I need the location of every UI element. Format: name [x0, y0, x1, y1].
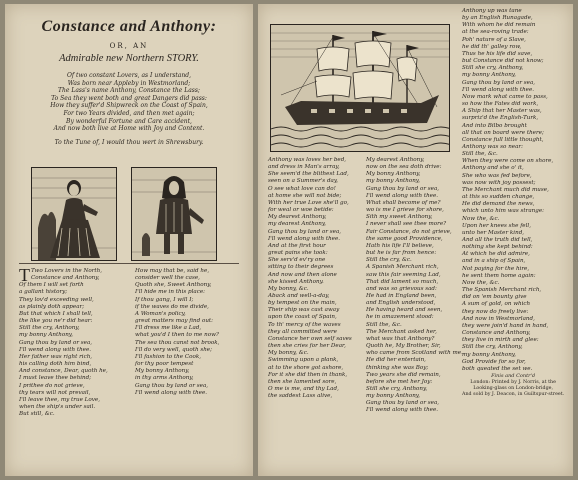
verse-line: Their ship was cast away	[268, 307, 340, 314]
verse-line: at home she will not bide;	[268, 192, 342, 199]
verse-line: I'll wend along with thee.	[366, 407, 439, 414]
verse-line: in thy arms Anthony,	[135, 375, 194, 382]
desc-line: Was born near Appleby in Westmorland;	[67, 79, 191, 87]
desc-line: By wonderful Fortune and Care accident,	[66, 117, 192, 125]
woman-figure-icon	[32, 168, 116, 260]
verse-line: by an English Runagade,	[462, 15, 533, 22]
verse-line: And at the first hour	[268, 242, 326, 249]
verse-line: But still, &c.	[19, 411, 55, 418]
verse-line: Hath his life I'll believe,	[366, 242, 434, 249]
verse-line: Quoth she, Sweet Anthony,	[135, 282, 212, 289]
verse-line: A Spanish Merchant rich,	[366, 264, 439, 271]
ballad-title: Constance and Anthony:	[41, 18, 217, 35]
verse-line: which unto him was strange:	[462, 208, 545, 215]
verse-line: but he is far from hence:	[366, 250, 437, 257]
desc-line: And now both live at Home with Joy and Content.	[53, 125, 205, 133]
verse-line: Still the cry, Anthony,	[19, 325, 80, 332]
verse-line: the saddest Lass alive,	[268, 393, 333, 400]
verse-line: Quoth he, My Brother, Sir,	[366, 343, 441, 350]
verse-line: my dearest Anthony,	[268, 221, 327, 228]
verse-line: My bonny, &c.	[268, 350, 309, 357]
verse-line: For it she did then in thank,	[268, 371, 348, 378]
verse-line: a gallant history;	[19, 289, 68, 296]
verse-line: A Ship that her Master was,	[462, 108, 542, 115]
verse-line: Still she cry, Anthony,	[462, 65, 524, 72]
desc-line: To Sea they went both and great Dangers did pass:	[51, 94, 207, 102]
verse-line: when the ship's under sail.	[19, 403, 96, 410]
verse-line: consider well the case,	[135, 275, 200, 282]
left-page	[5, 4, 253, 476]
verse-line: Anthony was loves her bed,	[268, 157, 347, 163]
verse-line: nothing she kept behind:	[462, 244, 533, 251]
verse-line: and was so grievous sad:	[366, 285, 437, 292]
verse-line: O see what love can do!	[268, 185, 336, 192]
verse-line: I prithee do not grieve,	[19, 382, 85, 389]
verse-line: Gang thou by land or sea,	[268, 228, 342, 235]
verse-line: great pains she took:	[268, 250, 328, 257]
imprint-line: London: Printed by J. Norris, at the	[470, 380, 556, 386]
verse-line: by tempest on the main,	[268, 300, 337, 307]
verse-line: my bonny Anthony,	[366, 178, 420, 185]
verse-line: Anthony up was tane	[462, 8, 522, 14]
verse-line: And now in Westmorland,	[462, 315, 535, 322]
verse-line: thinking she was Boy;	[366, 364, 429, 371]
verse-line: surpriz'd the English-Turk,	[462, 115, 539, 122]
verse-line: He having heard and seen,	[366, 307, 443, 314]
verse-line: I'll leave thee, my true Love,	[19, 396, 101, 403]
verse-column-2	[135, 268, 219, 397]
verse-line: all that on board were there;	[462, 129, 544, 136]
verse-line: Still the cry, &c.	[366, 257, 412, 264]
verse-line: I must leave thee behind;	[19, 375, 92, 382]
woodcut-illustrations	[31, 167, 231, 259]
verse-line: Gang thou by land or sea,	[366, 400, 440, 407]
verse-line: they all committed were	[268, 328, 337, 335]
verse-line: the same good Providence,	[366, 235, 443, 242]
verse-line: Her father was right rich,	[19, 353, 93, 360]
verse-line: Now the, &c.	[462, 279, 500, 286]
verse-line: Swimming upon a plank,	[268, 357, 339, 364]
desc-line: How they suffer'd Shipwreck on the Coast of Spain,	[50, 102, 208, 110]
verse-line: And now and then alone	[268, 271, 337, 278]
verse-line: T Two Lovers in the North,	[19, 265, 103, 285]
verse-line: Anthony was so near:	[462, 143, 523, 150]
verse-line: and dress in Man's array,	[268, 164, 340, 171]
verse-line: Now mark what came to pass,	[462, 93, 548, 100]
verse-line: They lov'd exceeding well,	[19, 296, 94, 303]
verse-line: then she lamented sore,	[268, 378, 337, 385]
verse-line: To th' mercy of the waves	[268, 321, 341, 328]
verse-line: Gang thou by land or sea,	[462, 79, 536, 86]
verse-line: Upon her knees she fell,	[462, 222, 531, 229]
verse-line: He had in England been,	[366, 292, 437, 299]
imprint-line: And sold by J. Deacon, in Guiltspur-street.	[462, 392, 565, 398]
verse-line: Aback and well-a-day,	[268, 292, 330, 299]
verse-line: and English understood,	[366, 300, 436, 307]
verse-line: she kissed Anthony.	[268, 278, 324, 285]
verse-line: thy tears will not prevail,	[19, 389, 91, 396]
drop-cap: T	[19, 265, 30, 285]
verse-line: so how the Fates did work,	[462, 101, 539, 108]
verse-line: The Merchant asked her,	[366, 328, 437, 335]
verse-line: Constance and Anthony,	[31, 275, 100, 282]
verse-line: I'll wend along with thee.	[135, 389, 208, 396]
verse-line: The Spanish Merchant rich,	[462, 287, 542, 294]
verse-line: He did her entertain,	[366, 357, 426, 364]
verse-line: they were join'd hand in hand,	[462, 322, 549, 329]
verse-column-3	[268, 157, 352, 400]
verse-line: Gang thou by land or sea,	[19, 339, 93, 346]
verse-line: Sith my sweet Anthony,	[366, 214, 433, 221]
verse-line: as plainly doth appear;	[19, 303, 85, 310]
verse-line: Anthony and she o' it,	[462, 165, 524, 172]
verse-line: I never shall see thee more?	[366, 221, 447, 228]
desc-line: For two Years divided, and then met again;	[63, 109, 195, 117]
verse-line: both queated the set we.	[462, 365, 533, 372]
verse-line: what you'd I then to me now?	[135, 332, 219, 339]
verse-line: My dearest Anthony,	[366, 157, 425, 163]
verse-line: did on 'em bounty give	[462, 294, 527, 301]
verse-line: saw this fair seeming Lad,	[366, 271, 441, 278]
verse-line: I'll dress me like a Lad,	[135, 325, 202, 332]
woodcut-man	[131, 167, 217, 261]
ship-icon	[271, 25, 449, 151]
verse-line: The sea thou canst not brook,	[135, 339, 220, 346]
verse-line: I'll wend along with thee.	[462, 86, 535, 93]
verse-line: and in a ship of Spain,	[462, 258, 526, 265]
verse-line: at this so sudden change,	[462, 194, 535, 201]
verse-line: if the waves do me divide,	[135, 303, 209, 310]
verse-line: Poh' nature of a Slave,	[462, 36, 526, 43]
desc-line: The Lass's name Anthony, Constance the Lass;	[58, 87, 200, 95]
verse-line: When they were come on shore,	[462, 158, 554, 165]
verse-line: A sum of gold, on which	[462, 301, 531, 308]
woodcut-woman	[31, 167, 117, 261]
verse-line: his calling doth him bind,	[19, 361, 92, 368]
verse-line: She who was fed before,	[462, 172, 532, 179]
verse-line: At which he did admire,	[462, 251, 530, 258]
right-page	[258, 4, 573, 476]
verse-line: I'll wend along with thee.	[366, 192, 439, 199]
verse-line: What shall become of me?	[366, 199, 441, 206]
verse-line: Fair Constance, do not grieve,	[366, 228, 452, 235]
verse-line: great matters may find out:	[135, 318, 214, 325]
verse-line: for weal or woe betide:	[268, 207, 334, 214]
verse-line: A Woman's policy,	[135, 310, 186, 317]
verse-line: My bonny Anthony,	[135, 368, 190, 375]
verse-line: If thou gang, I will I;	[135, 296, 194, 303]
verse-line: Still she cry, Anthony,	[366, 386, 428, 392]
verse-line: my bonny Anthony,	[19, 332, 73, 339]
tune-line: To the Tune of, I would thou wert in Shrewsbury.	[54, 138, 204, 146]
verse-line: He did demand the news,	[462, 201, 535, 208]
verse-line: they live in mirth and glee:	[462, 337, 539, 344]
verse-column-4	[366, 157, 463, 415]
verse-line: She serv'd ev'ry one	[268, 257, 326, 264]
verse-line: upon the coast of Spain,	[268, 314, 337, 321]
verse-line: Constance her own self saves	[268, 335, 352, 342]
verse-line: he sent them home again:	[462, 272, 536, 279]
verse-line: And into Bilbo brought	[462, 122, 527, 129]
imprint-line: Looking-glass on London-bridge,	[473, 386, 554, 392]
verse-line: my bonny Anthony,	[366, 393, 420, 400]
verse-column-1	[19, 265, 108, 418]
verse-line: he in amazement stood:	[366, 314, 434, 321]
verse-line: And all the truth did tell,	[462, 237, 533, 243]
verse-line: before she met her Joy:	[366, 378, 433, 385]
verse-line: Gang thou by land or sea,	[135, 382, 209, 389]
verse-line: now on the sea doth drive:	[366, 164, 442, 171]
verse-line: Now the, &c.	[462, 215, 500, 222]
verse-line: unto her Master kind,	[462, 229, 525, 236]
verse-line: That did lament so much,	[366, 278, 439, 285]
woodcut-ship	[270, 24, 450, 152]
verse-line: for thy poor tempest	[135, 361, 194, 368]
verse-line: at the sea-roving trade:	[462, 29, 529, 36]
verse-line: Gang thou by land or sea,	[366, 185, 440, 192]
verse-line: wo is me I grieve for shore,	[366, 207, 444, 214]
verse-line: But that which I shall tell,	[19, 310, 93, 317]
verse-line: She seem'd the blithest Lad,	[268, 171, 349, 178]
verse-column-5	[462, 8, 564, 398]
verse-line: the like you ne'r did hear:	[19, 318, 93, 325]
verse-line: And constance, Dear, quoth he,	[19, 368, 108, 375]
finis-line: Finis and Contr'd	[491, 372, 536, 379]
verse-line: I'll wend along with thee.	[268, 235, 341, 242]
ballad-subtitle: Admirable new Northern STORY.	[59, 53, 199, 64]
verse-line: I'll fashion to the Cook,	[135, 353, 202, 360]
verse-line: he did th' galley row,	[462, 43, 522, 50]
verse-line: seen on a Summer's day,	[268, 178, 339, 185]
verse-line: Two years she did remain,	[366, 371, 441, 378]
verse-line: I'll do very well, quoth she;	[135, 346, 212, 353]
verse-line: The Merchant much did muse,	[462, 186, 549, 193]
verse-line: they now do freely live:	[462, 308, 529, 315]
verse-line: Still the, &c.	[366, 321, 402, 328]
verse-line: my bonny Anthony,	[462, 351, 516, 358]
verse-line: O me is me, and thy Lad,	[268, 386, 339, 392]
verse-line: then she cries for her Dear,	[268, 343, 346, 350]
verse-line: my bonny Anthony,	[462, 72, 516, 79]
verse-line: I'll hide me in this place:	[135, 289, 206, 296]
verse-line: sitting to their degrees	[268, 264, 334, 271]
verse-line: Not paying for the hire,	[462, 265, 530, 272]
desc-line: Of two constant Lovers, as I understand,	[66, 72, 191, 79]
verse-line: was now with joy possest;	[462, 179, 536, 186]
verse-line: Constance and Anthony,	[462, 330, 531, 337]
verse-line: With whom he did remain	[462, 22, 536, 29]
verse-line: Thus he his life did save,	[462, 50, 533, 57]
verse-line: I'll wend along with thee.	[19, 346, 92, 353]
divider-rule	[19, 263, 239, 264]
verse-line: Constance full little thought,	[462, 136, 544, 143]
verse-line: who came from Scotland with me.	[366, 350, 463, 357]
verse-line: God Provide for so for,	[462, 358, 526, 365]
verse-line: My bonny Anthony,	[366, 171, 421, 178]
verse-line: Still the cry, Anthony,	[462, 344, 523, 351]
verse-line: but Constance did not know;	[462, 58, 544, 65]
man-figure-icon	[132, 168, 216, 260]
verse-line: Of them I will set forth	[19, 282, 84, 289]
verse-line: With her true Love she'll go,	[268, 199, 349, 206]
verse-line: Still the, &c.	[462, 151, 498, 158]
or-an-line: OR, AN	[109, 42, 149, 50]
verse-line: My bonny, &c.	[268, 285, 309, 292]
verse-line: what was that Anthony?	[366, 335, 435, 342]
verse-line: at to the shore got ashore,	[268, 364, 344, 371]
verse-line: How may that be, said he,	[135, 268, 210, 274]
ballad-description	[19, 72, 239, 133]
verse-line: My dearest Anthony,	[268, 214, 327, 221]
